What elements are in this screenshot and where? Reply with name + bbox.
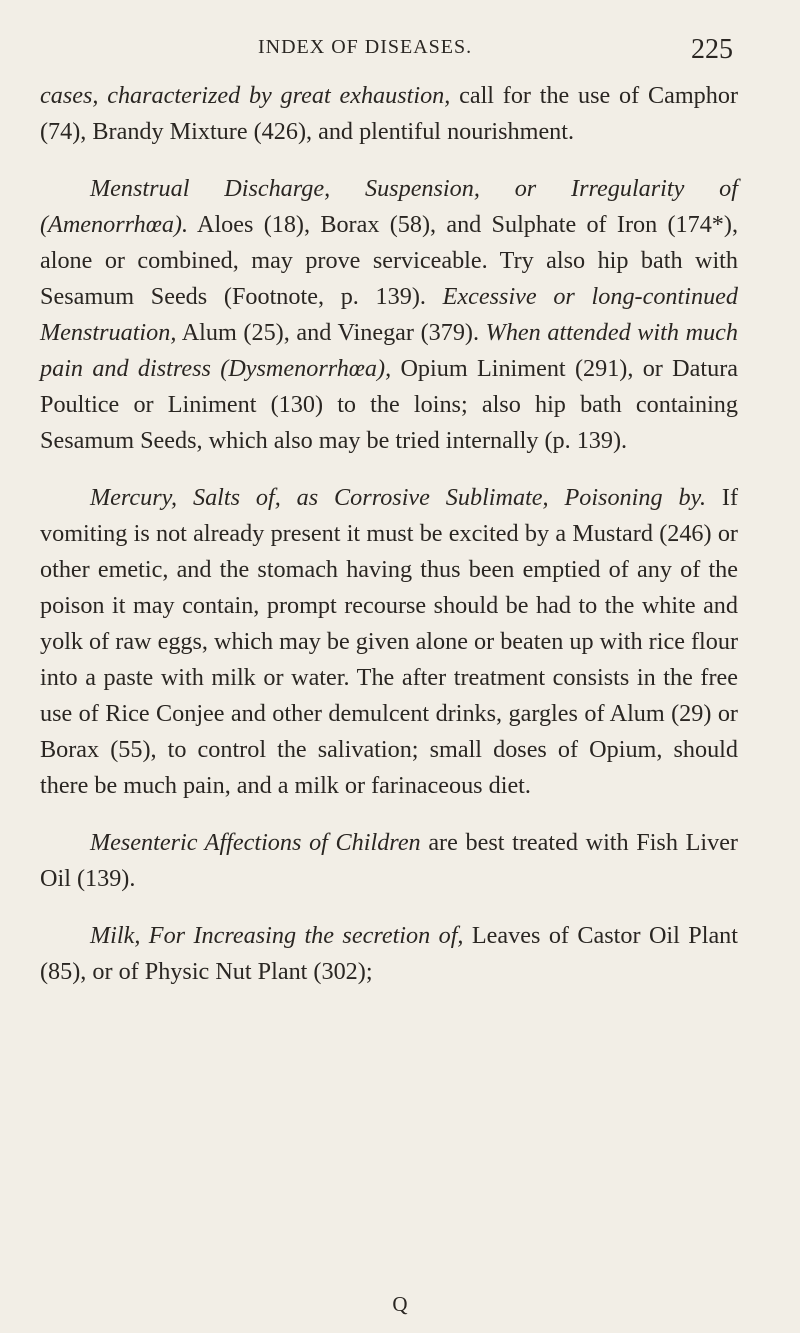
body-text-run: Opium Liniment (291), or Datura Poultice or Liniment (130) to the loins; also hip bath containing Sesamum Seeds, which also may be tried internally (p. 139). (40, 355, 738, 454)
page-header (0, 34, 800, 74)
page-number: 225 (691, 34, 733, 65)
paragraph (40, 78, 738, 150)
italic-heading-text: cases, characterized by great exhaustion, (40, 82, 451, 109)
body-text-run: Aloes (18), Borax (58), and Sulphate of Iron (174*), alone or combined, may prove serviceable. Try also hip bath with Sesamum Seeds (Footnote, p. 139). (40, 211, 738, 310)
body-text (40, 78, 738, 990)
italic-heading-text: Mercury, Salts of, as Corrosive Sublimate, Poisoning by. (90, 484, 706, 511)
body-text-run: call for the use of Camphor (74), Brandy Mixture (426), and plentiful nourishment. (40, 82, 738, 145)
paragraph (40, 480, 738, 804)
paragraph (40, 171, 738, 459)
signature-mark: Q (392, 1292, 408, 1316)
body-text-run: Leaves of Castor Oil Plant (85), or of Physic Nut Plant (302); (40, 922, 739, 985)
italic-heading-text: Excessive or long-continued Menstruation, (40, 283, 738, 346)
italic-heading-text: Mesenteric Affections of Children (90, 829, 421, 856)
italic-heading-text: When attended with much pain and distress (Dysmenorrhœa), (40, 319, 738, 382)
running-head: INDEX OF DISEASES. (258, 36, 473, 58)
italic-heading-text: Milk, For Increasing the secretion of, (90, 922, 464, 949)
paragraph (40, 825, 738, 897)
body-text-run: If vomiting is not already present it must be excited by a Mustard (246) or other emetic, and the stomach having thus been emptied of any of the poison it may contain, prompt recourse should be had to the white and yolk of raw eggs, which may be given alone or beaten up with rice flour into a paste with milk or water. The after treatment consists in the free use of Rice Conjee and other demulcent drinks, gargles of Alum (29) or Borax (55), to control the salivation; small doses of Opium, should there be much pain, and a milk or farinaceous diet. (40, 484, 738, 799)
body-text-run: are best treated with Fish Liver Oil (139). (40, 829, 738, 892)
paragraph (40, 918, 738, 990)
italic-heading-text: Menstrual Discharge, Suspension, or Irregularity of (Amenorrhœa). (40, 175, 738, 238)
body-text-run: Alum (25), and Vinegar (379). (176, 319, 486, 346)
